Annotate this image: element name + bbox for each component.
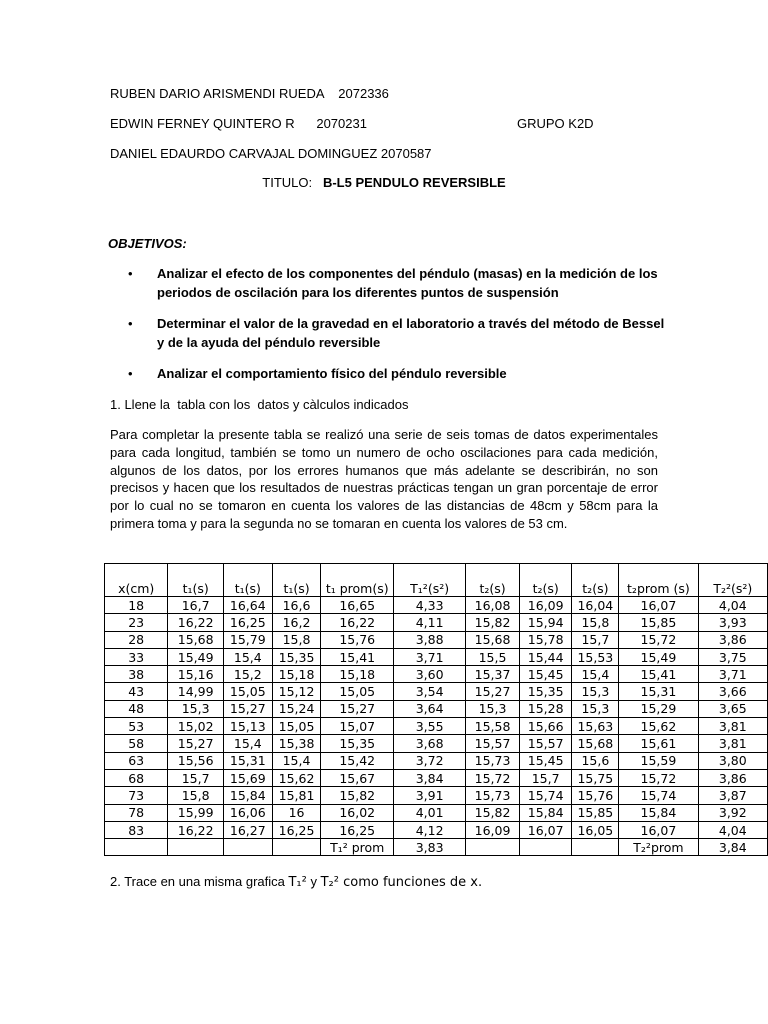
table-cell: 16,02 xyxy=(321,804,394,821)
table-cell: 16,6 xyxy=(272,597,321,614)
table-cell: 15,66 xyxy=(519,718,572,735)
table-cell: 16,07 xyxy=(619,597,698,614)
table-cell: 15,35 xyxy=(321,735,394,752)
table-cell: 15,49 xyxy=(168,648,224,665)
table-cell: 15,72 xyxy=(619,769,698,786)
table-cell: 15,7 xyxy=(572,631,619,648)
table-cell: 78 xyxy=(105,804,168,821)
data-table xyxy=(104,563,768,856)
table-cell: 23 xyxy=(105,614,168,631)
table-cell: 15,18 xyxy=(321,666,394,683)
table-cell: 33 xyxy=(105,648,168,665)
table-cell: 15,74 xyxy=(619,787,698,804)
table-cell: 16,05 xyxy=(572,821,619,838)
table-cell: 3,86 xyxy=(698,769,767,786)
q2-t1-symbol: T₁² xyxy=(288,875,307,890)
table-cell: 16,7 xyxy=(168,597,224,614)
table-cell: 15,72 xyxy=(466,769,520,786)
table-cell: 15,45 xyxy=(519,752,572,769)
table-cell: 16 xyxy=(272,804,321,821)
table-cell: 3,71 xyxy=(698,666,767,683)
table-cell: 15,7 xyxy=(519,769,572,786)
table-header-row xyxy=(105,564,768,597)
table-cell xyxy=(519,839,572,856)
table-row xyxy=(105,614,768,631)
author-name: RUBEN DARIO ARISMENDI RUEDA xyxy=(110,86,324,101)
table-cell: 15,5 xyxy=(466,648,520,665)
author-name: EDWIN FERNEY QUINTERO R xyxy=(110,116,295,131)
table-cell: 3,81 xyxy=(698,735,767,752)
table-cell: 15,45 xyxy=(519,666,572,683)
table-cell: 48 xyxy=(105,700,168,717)
table-cell: 18 xyxy=(105,597,168,614)
table-cell: 16,22 xyxy=(168,614,224,631)
table-cell: 43 xyxy=(105,683,168,700)
objective-text: Analizar el comportamiento físico del péndulo reversible xyxy=(157,366,507,381)
table-header-cell: t₂prom (s) xyxy=(619,564,698,597)
document-title xyxy=(0,175,768,190)
table-cell: 63 xyxy=(105,752,168,769)
table-cell: 15,3 xyxy=(168,700,224,717)
table-cell: 15,38 xyxy=(272,735,321,752)
table-row xyxy=(105,700,768,717)
table-cell: 15,81 xyxy=(272,787,321,804)
table-cell: 3,87 xyxy=(698,787,767,804)
table-cell: 15,79 xyxy=(223,631,272,648)
table-cell: 3,71 xyxy=(394,648,466,665)
table-cell: 15,99 xyxy=(168,804,224,821)
table-row xyxy=(105,787,768,804)
table-row xyxy=(105,735,768,752)
table-cell: 15,56 xyxy=(168,752,224,769)
explanation-paragraph: Para completar la presente tabla se realizó una serie de seis tomas de datos experimentales para cada longitud, también se tomo un numero de ocho oscilaciones para cada medición, algunos de los datos, por los errores humanos que más adelante se describirán, no son precisos y hacen que los resultados de nuestras prácticas tengan un gran porcentaje de error por lo cual no se tomaron en cuenta los valores de las distancias de 48cm y 58cm para la primera toma y para la segunda no se tomaran en cuenta los valores de 53 cm. xyxy=(110,427,658,531)
table-cell: 15,4 xyxy=(572,666,619,683)
table-cell: 15,13 xyxy=(223,718,272,735)
table-cell: 15,41 xyxy=(321,648,394,665)
table-cell: 15,84 xyxy=(619,804,698,821)
table-cell: 15,73 xyxy=(466,752,520,769)
table-cell: 15,29 xyxy=(619,700,698,717)
table-cell: 15,41 xyxy=(619,666,698,683)
author-code: 2070231 xyxy=(316,116,367,131)
table-cell: 15,12 xyxy=(272,683,321,700)
table-cell: 15,8 xyxy=(272,631,321,648)
table-cell: 3,65 xyxy=(698,700,767,717)
table-cell: 16,07 xyxy=(619,821,698,838)
table-cell: 15,57 xyxy=(519,735,572,752)
objectives-list xyxy=(108,264,668,395)
table-cell: 15,31 xyxy=(619,683,698,700)
table-row xyxy=(105,631,768,648)
q2-t2-symbol: T₂² xyxy=(320,875,339,890)
table-cell: 15,63 xyxy=(572,718,619,735)
table-cell: 3,86 xyxy=(698,631,767,648)
author-line-2 xyxy=(110,116,367,131)
table-cell: 38 xyxy=(105,666,168,683)
table-cell: 3,60 xyxy=(394,666,466,683)
table-cell: 3,72 xyxy=(394,752,466,769)
author-code: 2070587 xyxy=(380,146,432,161)
table-cell: 16,09 xyxy=(466,821,520,838)
table-cell: 15,05 xyxy=(223,683,272,700)
table-cell xyxy=(272,839,321,856)
table-cell: 15,58 xyxy=(466,718,520,735)
table-cell: 15,05 xyxy=(272,718,321,735)
table-cell: 16,08 xyxy=(466,597,520,614)
table-header-cell: t₁ prom(s) xyxy=(321,564,394,597)
table-cell: 3,68 xyxy=(394,735,466,752)
author-line-1 xyxy=(110,86,389,101)
table-cell: 3,75 xyxy=(698,648,767,665)
table-cell: 53 xyxy=(105,718,168,735)
bullet-icon: • xyxy=(128,366,133,381)
table-row xyxy=(105,752,768,769)
table-cell: 16,64 xyxy=(223,597,272,614)
t1-avg-value: 3,83 xyxy=(394,839,466,856)
objective-text: Determinar el valor de la gravedad en el laboratorio a través del método de Bessel y de la ayuda del péndulo reversible xyxy=(157,316,665,350)
table-cell xyxy=(168,839,224,856)
table-cell: 15,82 xyxy=(466,804,520,821)
q2-suffix: como funciones de x. xyxy=(338,875,483,890)
table-row xyxy=(105,666,768,683)
table-cell: 3,55 xyxy=(394,718,466,735)
title-text: B-L5 PENDULO REVERSIBLE xyxy=(322,175,506,190)
table-cell: 83 xyxy=(105,821,168,838)
table-cell: 16,22 xyxy=(321,614,394,631)
table-cell: 15,68 xyxy=(466,631,520,648)
table-cell: 68 xyxy=(105,769,168,786)
table-cell: 3,84 xyxy=(394,769,466,786)
author-line-3 xyxy=(110,146,432,161)
table-cell: 15,61 xyxy=(619,735,698,752)
table-cell: 28 xyxy=(105,631,168,648)
bullet-icon: • xyxy=(128,266,133,281)
table-cell: 15,74 xyxy=(519,787,572,804)
table-row xyxy=(105,804,768,821)
table-cell: 15,67 xyxy=(321,769,394,786)
table-cell: 16,25 xyxy=(321,821,394,838)
table-cell: 15,16 xyxy=(168,666,224,683)
table-row xyxy=(105,597,768,614)
table-cell: 15,76 xyxy=(321,631,394,648)
table-cell: 3,80 xyxy=(698,752,767,769)
table-cell: 16,04 xyxy=(572,597,619,614)
table-cell: 3,54 xyxy=(394,683,466,700)
table-summary-row xyxy=(105,839,768,856)
q2-conj: y xyxy=(306,874,321,889)
table-cell: 15,82 xyxy=(321,787,394,804)
objective-item xyxy=(108,264,668,302)
table-cell: 15,31 xyxy=(223,752,272,769)
table-header-cell: t₁(s) xyxy=(223,564,272,597)
table-cell: 15,02 xyxy=(168,718,224,735)
table-header-cell: T₂²(s²) xyxy=(698,564,767,597)
table-row xyxy=(105,718,768,735)
table-cell xyxy=(223,839,272,856)
table-cell: 15,72 xyxy=(619,631,698,648)
table-cell: 3,64 xyxy=(394,700,466,717)
table-cell: 3,92 xyxy=(698,804,767,821)
table-cell: 15,84 xyxy=(519,804,572,821)
table-cell: 16,22 xyxy=(168,821,224,838)
table-cell: 15,6 xyxy=(572,752,619,769)
table-cell: 15,27 xyxy=(466,683,520,700)
table-cell: 15,75 xyxy=(572,769,619,786)
table-cell: 15,49 xyxy=(619,648,698,665)
table-cell: 15,8 xyxy=(168,787,224,804)
table-header-cell: t₁(s) xyxy=(272,564,321,597)
table-row xyxy=(105,821,768,838)
table-header-cell: T₁²(s²) xyxy=(394,564,466,597)
table-cell: 15,84 xyxy=(223,787,272,804)
table-cell: 3,66 xyxy=(698,683,767,700)
table-cell: 15,27 xyxy=(168,735,224,752)
table-cell: 4,11 xyxy=(394,614,466,631)
table-row xyxy=(105,683,768,700)
table-cell: 16,25 xyxy=(223,614,272,631)
table-cell: 15,62 xyxy=(272,769,321,786)
table-cell xyxy=(572,839,619,856)
table-cell: 15,07 xyxy=(321,718,394,735)
table-cell: 15,62 xyxy=(619,718,698,735)
table-cell: 16,25 xyxy=(272,821,321,838)
table-cell: 15,27 xyxy=(321,700,394,717)
table-cell: 15,68 xyxy=(168,631,224,648)
table-header-cell: t₂(s) xyxy=(572,564,619,597)
question-1: 1. Llene la tabla con los datos y càlculos indicados xyxy=(110,397,409,412)
question-2 xyxy=(110,874,482,890)
table-cell: 4,04 xyxy=(698,821,767,838)
table-cell: 15,73 xyxy=(466,787,520,804)
table-cell: 15,4 xyxy=(223,648,272,665)
table-cell: 4,01 xyxy=(394,804,466,821)
table-cell: 15,37 xyxy=(466,666,520,683)
table-row xyxy=(105,648,768,665)
table-cell: 15,44 xyxy=(519,648,572,665)
table-cell: 58 xyxy=(105,735,168,752)
table-cell: 3,88 xyxy=(394,631,466,648)
table-cell: 15,85 xyxy=(619,614,698,631)
table-cell: 3,93 xyxy=(698,614,767,631)
table-cell: 15,68 xyxy=(572,735,619,752)
objective-item xyxy=(108,314,668,352)
table-header-cell: t₁(s) xyxy=(168,564,224,597)
table-cell: 16,07 xyxy=(519,821,572,838)
table-cell: 3,81 xyxy=(698,718,767,735)
table-cell: 15,3 xyxy=(572,700,619,717)
table-cell: 15,3 xyxy=(572,683,619,700)
table-cell xyxy=(466,839,520,856)
table-header-cell: t₂(s) xyxy=(466,564,520,597)
table-cell: 15,8 xyxy=(572,614,619,631)
table-cell: 15,3 xyxy=(466,700,520,717)
table-cell: 15,4 xyxy=(223,735,272,752)
table-cell: 16,2 xyxy=(272,614,321,631)
table-cell: 16,65 xyxy=(321,597,394,614)
group-label: GRUPO K2D xyxy=(517,116,594,131)
table-cell: 15,94 xyxy=(519,614,572,631)
table-cell: 15,35 xyxy=(519,683,572,700)
table-header-cell: t₂(s) xyxy=(519,564,572,597)
table-cell: 15,35 xyxy=(272,648,321,665)
table-cell: 16,06 xyxy=(223,804,272,821)
author-code: 2072336 xyxy=(338,86,389,101)
table-cell: 15,76 xyxy=(572,787,619,804)
table-cell: 15,2 xyxy=(223,666,272,683)
table-cell: 15,82 xyxy=(466,614,520,631)
table-cell: 15,7 xyxy=(168,769,224,786)
table-cell: 73 xyxy=(105,787,168,804)
bullet-icon: • xyxy=(128,316,133,331)
table-cell: 4,12 xyxy=(394,821,466,838)
t2-avg-label: T₂²prom xyxy=(619,839,698,856)
table-cell: 14,99 xyxy=(168,683,224,700)
table-cell: 16,09 xyxy=(519,597,572,614)
table-row xyxy=(105,769,768,786)
author-name: DANIEL EDAURDO CARVAJAL DOMINGUEZ xyxy=(110,146,378,161)
table-cell: 15,57 xyxy=(466,735,520,752)
table-cell: 16,27 xyxy=(223,821,272,838)
table-cell: 15,53 xyxy=(572,648,619,665)
t2-avg-value: 3,84 xyxy=(698,839,767,856)
table-body xyxy=(105,597,768,839)
table-cell: 15,27 xyxy=(223,700,272,717)
table-cell: 15,28 xyxy=(519,700,572,717)
table-header-cell: x(cm) xyxy=(105,564,168,597)
objective-text: Analizar el efecto de los componentes del péndulo (masas) en la medición de los periodos de oscilación para los diferentes puntos de suspensión xyxy=(157,266,658,300)
table-cell xyxy=(105,839,168,856)
q2-prefix: 2. Trace en una misma grafica xyxy=(110,874,289,889)
table-cell: 15,69 xyxy=(223,769,272,786)
objectives-heading: OBJETIVOS: xyxy=(108,236,187,251)
title-label: TITULO: xyxy=(262,175,313,190)
table-cell: 3,91 xyxy=(394,787,466,804)
table-cell: 15,59 xyxy=(619,752,698,769)
table-cell: 4,04 xyxy=(698,597,767,614)
table-cell: 15,85 xyxy=(572,804,619,821)
table-cell: 15,4 xyxy=(272,752,321,769)
t1-avg-label: T₁² prom xyxy=(321,839,394,856)
objective-item xyxy=(108,364,668,383)
table-cell: 15,18 xyxy=(272,666,321,683)
table-cell: 15,78 xyxy=(519,631,572,648)
table-cell: 15,24 xyxy=(272,700,321,717)
table-cell: 15,05 xyxy=(321,683,394,700)
table-cell: 4,33 xyxy=(394,597,466,614)
table-cell: 15,42 xyxy=(321,752,394,769)
